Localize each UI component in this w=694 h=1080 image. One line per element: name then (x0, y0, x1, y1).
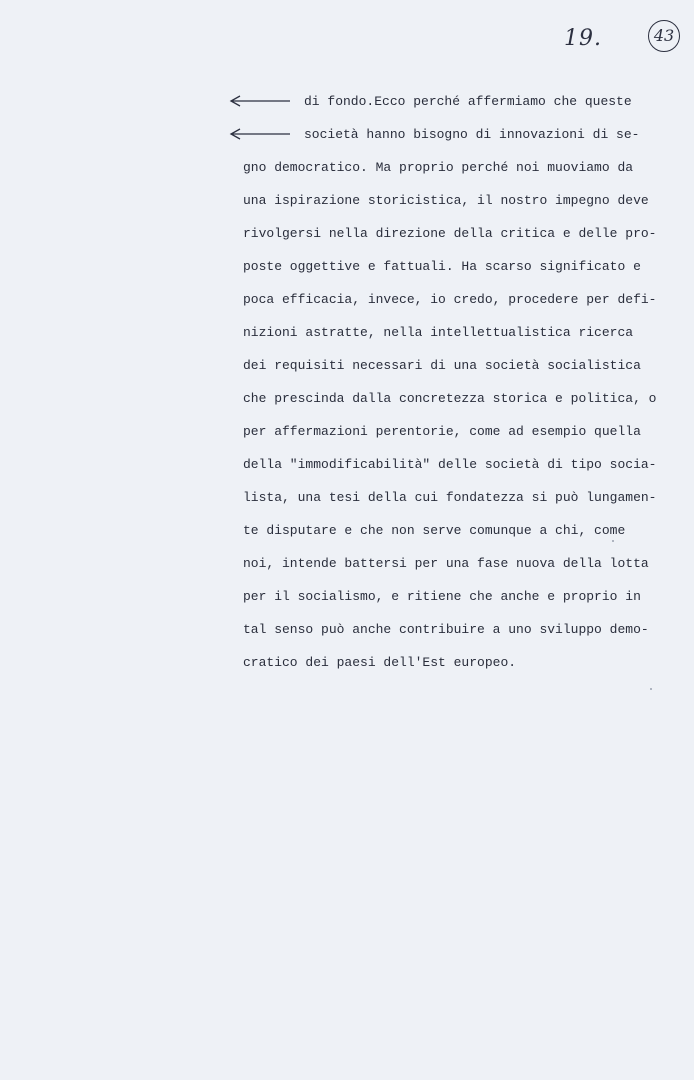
text-line: te disputare e che non serve comunque a chi, come (243, 523, 626, 538)
handwritten-page-number: 19. (564, 26, 602, 51)
text-line: per affermazioni perentorie, come ad esempio quella (243, 424, 641, 439)
circled-page-number: 43 (648, 20, 680, 52)
text-line: lista, una tesi della cui fondatezza si può lungamen- (243, 490, 657, 505)
text-line: rivolgersi nella direzione della critica e delle pro- (243, 226, 657, 241)
text-line: società hanno bisogno di innovazioni di se- (304, 127, 640, 142)
typed-text-body (243, 90, 657, 684)
text-line: per il socialismo, e ritiene che anche e proprio in (243, 589, 641, 604)
text-line: dei requisiti necessari di una società socialistica (243, 358, 641, 373)
text-line: nizioni astratte, nella intellettualistica ricerca (243, 325, 634, 340)
text-line: che prescinda dalla concretezza storica e politica, o (243, 391, 657, 406)
paper-speck (612, 540, 614, 542)
text-line: di fondo.Ecco perché affermiamo che queste (304, 94, 632, 109)
text-line: della "immodificabilità" delle società di tipo socia- (243, 457, 657, 472)
text-line: poste oggettive e fattuali. Ha scarso significato e (243, 259, 641, 274)
text-line: poca efficacia, invece, io credo, procedere per defi- (243, 292, 657, 307)
text-line: tal senso può anche contribuire a uno sviluppo demo- (243, 622, 649, 637)
text-line: gno democratico. Ma proprio perché noi muoviamo da (243, 160, 634, 175)
text-line: una ispirazione storicistica, il nostro impegno deve (243, 193, 649, 208)
text-line: noi, intende battersi per una fase nuova della lotta (243, 556, 649, 571)
paper-speck (650, 688, 652, 690)
text-line: cratico dei paesi dell'Est europeo. (243, 655, 517, 670)
